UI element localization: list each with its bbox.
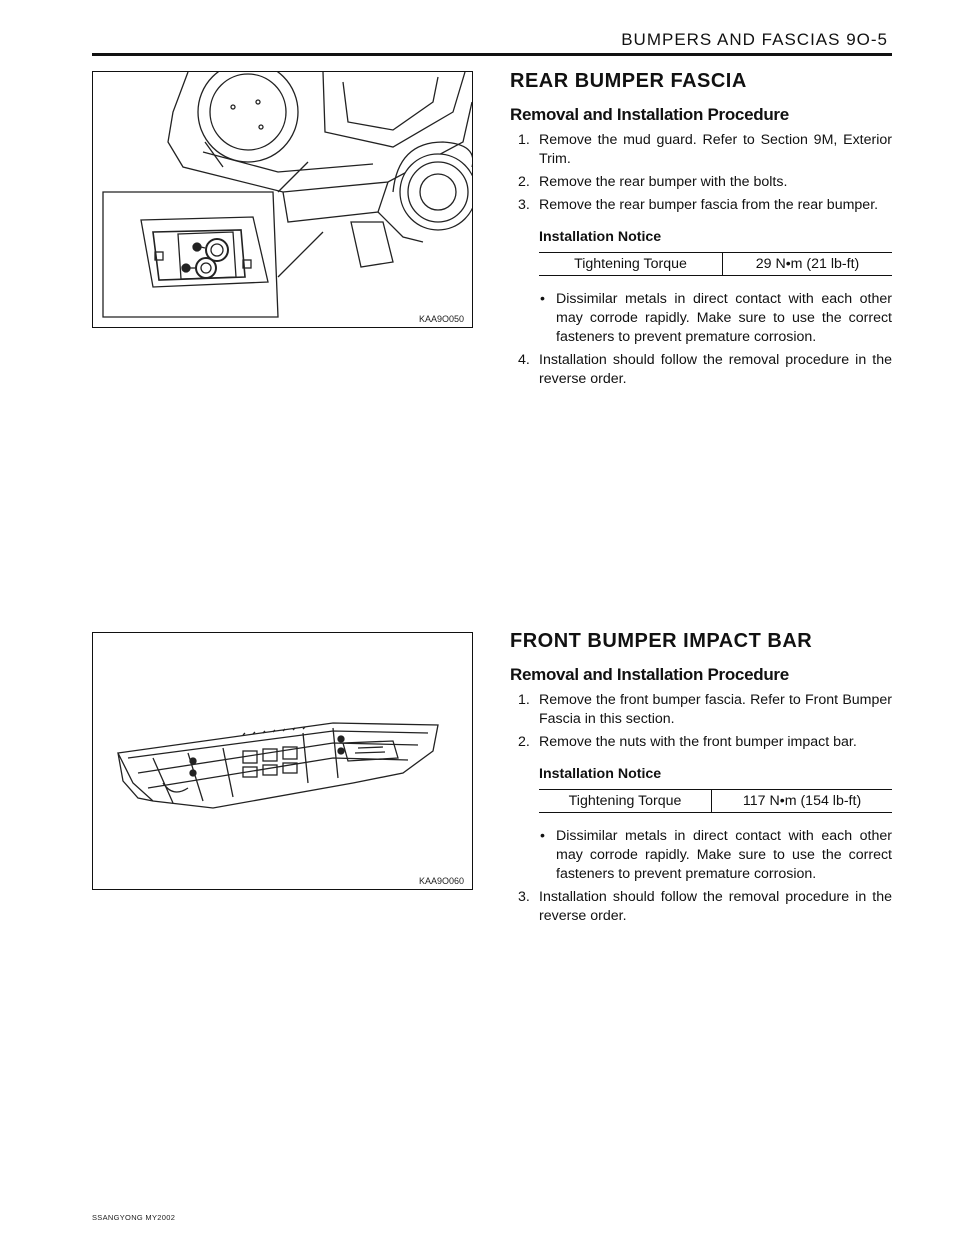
step-number: 3. <box>518 889 530 905</box>
torque-table <box>539 789 892 813</box>
step-text: Installation should follow the removal procedure in the reverse order. <box>539 352 892 387</box>
section-subtitle: Removal and Installation Procedure <box>510 665 789 684</box>
step-number: 2. <box>518 734 530 750</box>
bullet-icon: • <box>540 291 545 307</box>
procedure-step <box>510 733 892 752</box>
header-title: BUMPERS AND FASCIAS 9O-5 <box>621 30 888 49</box>
page-footer: SSANGYONG MY2002 <box>92 1213 176 1222</box>
section-title: REAR BUMPER FASCIA <box>510 70 747 92</box>
figure-code: KAA9O060 <box>418 876 464 886</box>
impact-bar-illustration <box>93 633 472 889</box>
rear-vehicle-illustration <box>93 72 472 327</box>
torque-row <box>539 790 892 813</box>
torque-value: 29 N•m (21 lb-ft) <box>723 253 893 276</box>
step-number: 2. <box>518 174 530 190</box>
procedure-step <box>510 173 892 192</box>
caution-bullet <box>510 290 892 347</box>
step-number: 1. <box>518 692 530 708</box>
section-subtitle: Removal and Installation Procedure <box>510 105 789 124</box>
step-text: Installation should follow the removal procedure in the reverse order. <box>539 889 892 924</box>
torque-value: 117 N•m (154 lb-ft) <box>712 790 892 813</box>
procedure-step <box>510 351 892 389</box>
header-rule <box>92 53 892 56</box>
step-text: Remove the nuts with the front bumper impact bar. <box>539 734 857 750</box>
front-bumper-figure <box>92 632 473 890</box>
section-title: FRONT BUMPER IMPACT BAR <box>510 630 813 652</box>
torque-row <box>539 253 892 276</box>
procedure-step <box>510 888 892 926</box>
figure-code: KAA9O050 <box>418 314 464 324</box>
step-text: Remove the front bumper fascia. Refer to Front Bumper Fascia in this section. <box>539 692 892 727</box>
bullet-text: Dissimilar metals in direct contact with each other may corrode rapidly. Make sure to use the correct fasteners to prevent premature corrosion. <box>556 828 892 882</box>
step-number: 1. <box>518 132 530 148</box>
step-number: 3. <box>518 197 530 213</box>
front-bumper-section <box>510 630 892 930</box>
installation-notice: Installation Notice <box>539 229 662 245</box>
step-number: 4. <box>518 352 530 368</box>
torque-label: Tightening Torque <box>539 790 712 813</box>
bullet-icon: • <box>540 828 545 844</box>
procedure-step <box>510 691 892 729</box>
torque-label: Tightening Torque <box>539 253 723 276</box>
caution-bullet <box>510 827 892 884</box>
bullet-text: Dissimilar metals in direct contact with each other may corrode rapidly. Make sure to use the correct fasteners to prevent premature corrosion. <box>556 291 892 345</box>
step-text: Remove the rear bumper with the bolts. <box>539 174 788 190</box>
step-text: Remove the rear bumper fascia from the rear bumper. <box>539 197 879 213</box>
rear-bumper-figure <box>92 71 473 328</box>
step-text: Remove the mud guard. Refer to Section 9M, Exterior Trim. <box>539 132 892 167</box>
rear-bumper-section <box>510 70 892 393</box>
torque-table <box>539 252 892 276</box>
installation-notice: Installation Notice <box>539 766 662 782</box>
procedure-step <box>510 131 892 169</box>
procedure-step <box>510 196 892 215</box>
